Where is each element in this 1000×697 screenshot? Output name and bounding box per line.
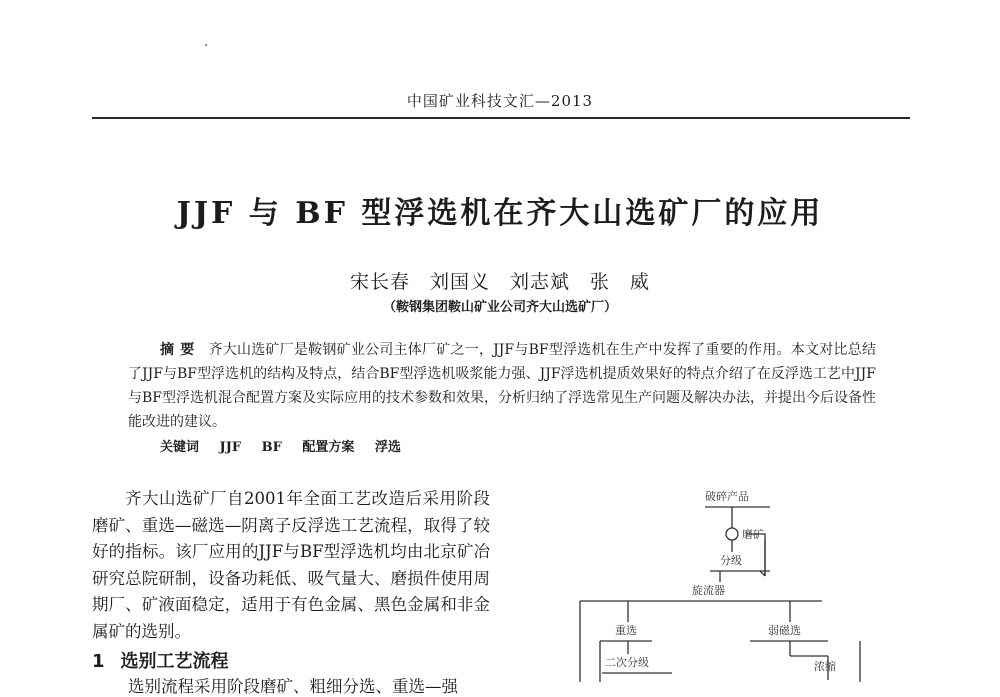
scan-speck xyxy=(205,44,207,46)
author-list: 宋长春 刘国义 刘志斌 张 威 xyxy=(349,271,650,293)
keyword: JJF xyxy=(219,440,242,455)
running-header: 中国矿业科技文汇—2013 xyxy=(406,92,594,110)
grinding-circle xyxy=(726,528,738,540)
node-secondary-classification: 二次分级 xyxy=(605,656,649,669)
node-crushed-product: 破碎产品 xyxy=(705,490,749,503)
node-thickening: 浓缩 xyxy=(814,660,836,673)
affiliation: （鞍钢集团鞍山矿业公司齐大山选矿厂） xyxy=(382,300,617,315)
keyword: 配置方案 xyxy=(302,440,355,455)
node-classification: 分级 xyxy=(720,554,742,567)
section-text: 选别流程采用阶段磨矿、粗细分选、重选—强 xyxy=(128,677,458,696)
keyword: 浮选 xyxy=(374,440,401,455)
section-heading xyxy=(92,647,229,673)
header-rule xyxy=(92,117,910,119)
abstract-label: 摘要 xyxy=(160,342,201,358)
section-title: 选别工艺流程 xyxy=(120,651,229,672)
article-title: JJF 与 BF 型浮选机在齐大山选矿厂的应用 xyxy=(176,196,824,231)
node-gravity: 重选 xyxy=(615,624,637,637)
keyword: BF xyxy=(261,440,282,455)
abstract-text: 齐大山选矿厂是鞍钢矿业公司主体厂矿之一，JJF与BF型浮选机在生产中发挥了重要的作用。本文对比总结了JJF与BF型浮选机的结构及特点，结合BF型浮选机吸浆能力强、JJF浮选机提质效果好的特点介绍了在反浮选工艺中JJF与BF型浮选机混合配置方案及实际应用的技术参数和效果，分析归纳了浮选常见生产问题及解决办法，并提出今后设备性能改进的建议。 xyxy=(128,342,876,430)
section-number: 1 xyxy=(92,651,105,672)
flow-line xyxy=(760,571,765,576)
keywords xyxy=(160,436,401,455)
node-cyclone: 旋流器 xyxy=(692,584,725,597)
keywords-label: 关键词 xyxy=(160,440,200,455)
abstract xyxy=(128,338,876,434)
process-flowchart xyxy=(560,480,890,682)
node-grinding: 磨矿 xyxy=(742,528,764,541)
intro-paragraph: 齐大山选矿厂自2001年全面工艺改造后采用阶段磨矿、重选—磁选—阴离子反浮选工艺流程，取得了较好的指标。该厂应用的JJF与BF型浮选机均由北京矿冶研究总院研制，设备功耗低、吸气量大、磨损件使用周期厂、矿液面稳定，适用于有色金属、黑色金属和非金属矿的选别。 xyxy=(92,489,490,641)
node-weak-magnetic: 弱磁选 xyxy=(768,624,801,637)
